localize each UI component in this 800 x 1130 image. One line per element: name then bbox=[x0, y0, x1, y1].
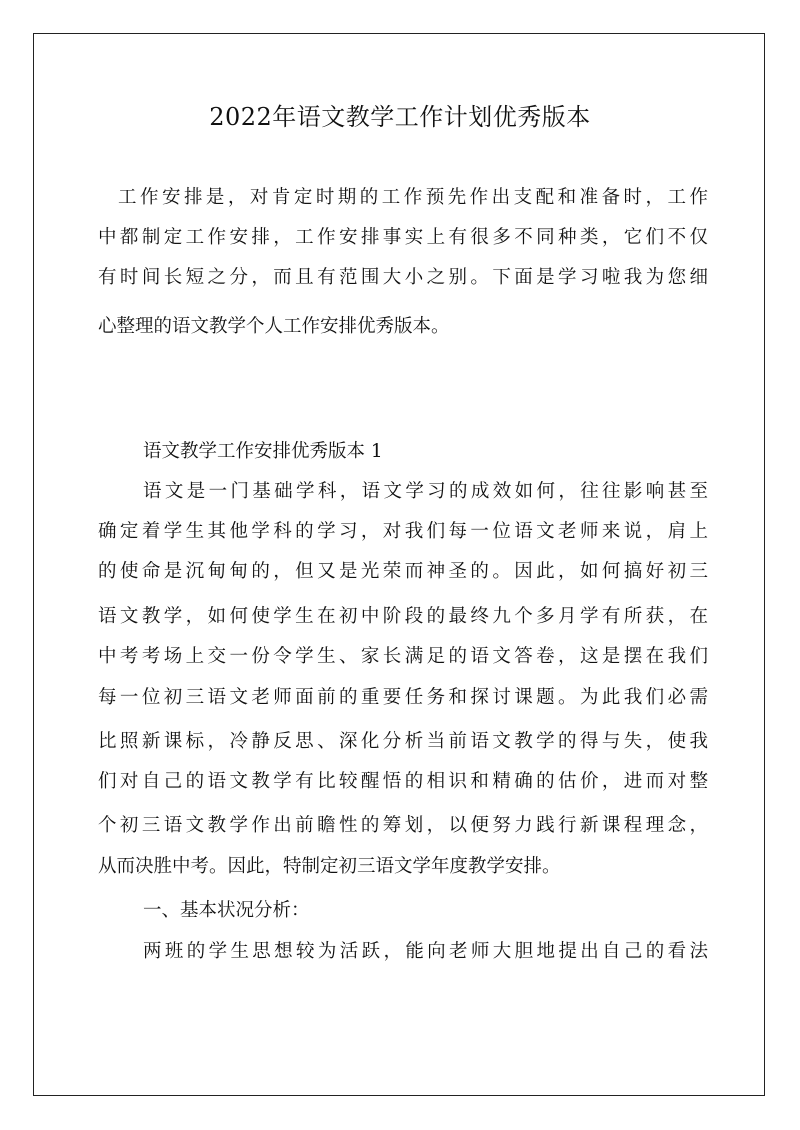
intro-line: 工作安排是，对肯定时期的工作预先作出支配和准备时，工作 bbox=[118, 187, 708, 208]
body-line: 的使命是沉甸甸的，但又是光荣而神圣的。因此，如何搞好初三 bbox=[98, 561, 708, 582]
body-line: 语文教学，如何使学生在初中阶段的最终九个多月学有所获，在 bbox=[98, 606, 708, 627]
body-line: 个初三语文教学作出前瞻性的筹划，以便努力践行新课程理念， bbox=[98, 815, 708, 836]
body-line: 语文是一门基础学科，语文学习的成效如何，往往影响甚至 bbox=[143, 481, 708, 502]
intro-line: 有时间长短之分，而且有范围大小之别。下面是学习啦我为您细 bbox=[98, 267, 708, 288]
body-line: 每一位初三语文老师面前的重要任务和探讨课题。为此我们必需 bbox=[98, 687, 708, 708]
intro-line: 心整理的语文教学个人工作安排优秀版本。 bbox=[98, 316, 450, 337]
body-line: 两班的学生思想较为活跃，能向老师大胆地提出自己的看法 bbox=[143, 941, 708, 962]
intro-line: 中都制定工作安排，工作安排事实上有很多不同种类，它们不仅 bbox=[98, 227, 708, 248]
body-line: 确定着学生其他学科的学习，对我们每一位语文老师来说，肩上 bbox=[98, 521, 708, 542]
body-line: 比照新课标，冷静反思、深化分析当前语文教学的得与失，使我 bbox=[98, 731, 708, 752]
body-line: 从而决胜中考。因此，特制定初三语文学年度教学安排。 bbox=[98, 856, 561, 877]
section-heading: 语文教学工作安排优秀版本 1 bbox=[143, 441, 383, 462]
body-line: 们对自己的语文教学有比较醒悟的相识和精确的估价，进而对整 bbox=[98, 771, 708, 792]
document-title: 2022年语文教学工作计划优秀版本 bbox=[209, 103, 591, 131]
body-line: 中考考场上交一份令学生、家长满足的语文答卷，这是摆在我们 bbox=[98, 646, 708, 667]
subheading: 一、基本状况分析： bbox=[143, 900, 310, 921]
